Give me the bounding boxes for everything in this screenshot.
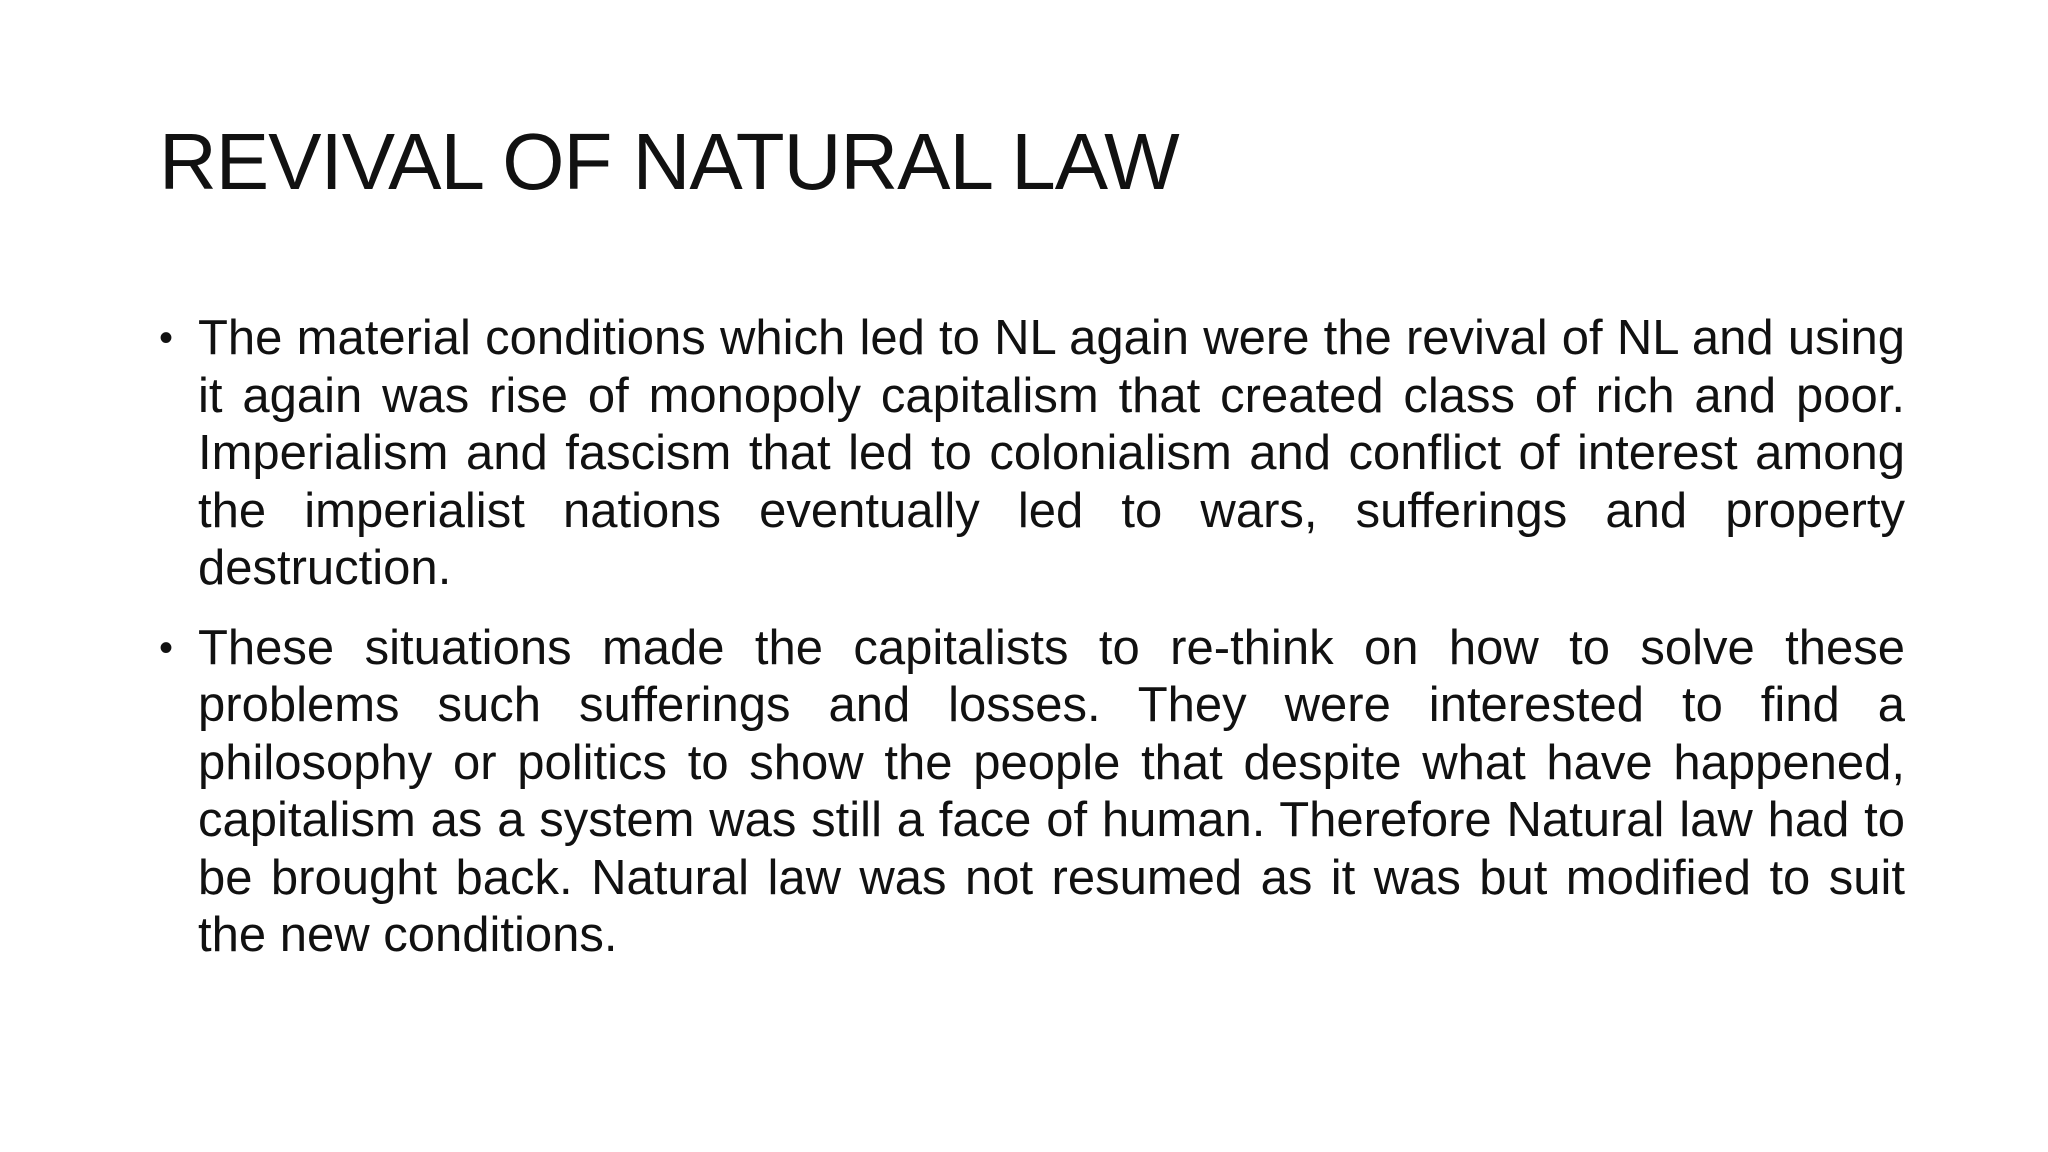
bullet-text: These situations made the capitalists to re-think on how to solve these problems such sufferings and losses. They were interested to find a philosophy or politics to show the people that despite what have happened, capitalism as a system was still a face of human. Therefore Natural law had to be brought back. Natural law was not resumed as it was but modified to suit the new conditions. <box>198 620 1905 962</box>
slide-title: REVIVAL OF NATURAL LAW <box>159 117 1179 206</box>
bullet-item <box>159 310 1905 598</box>
bullet-list <box>159 310 1905 987</box>
bullet-point-icon: • <box>159 316 174 360</box>
bullet-text: The material conditions which led to NL again were the revival of NL and using it again was rise of monopoly capitalism that created class of rich and poor. Imperialism and fascism that led to colonialism and conflict of interest among the imperialist nations eventually led to wars, sufferings and property destruction. <box>198 311 1905 595</box>
bullet-item <box>159 620 1905 965</box>
bullet-point-icon: • <box>159 625 174 670</box>
